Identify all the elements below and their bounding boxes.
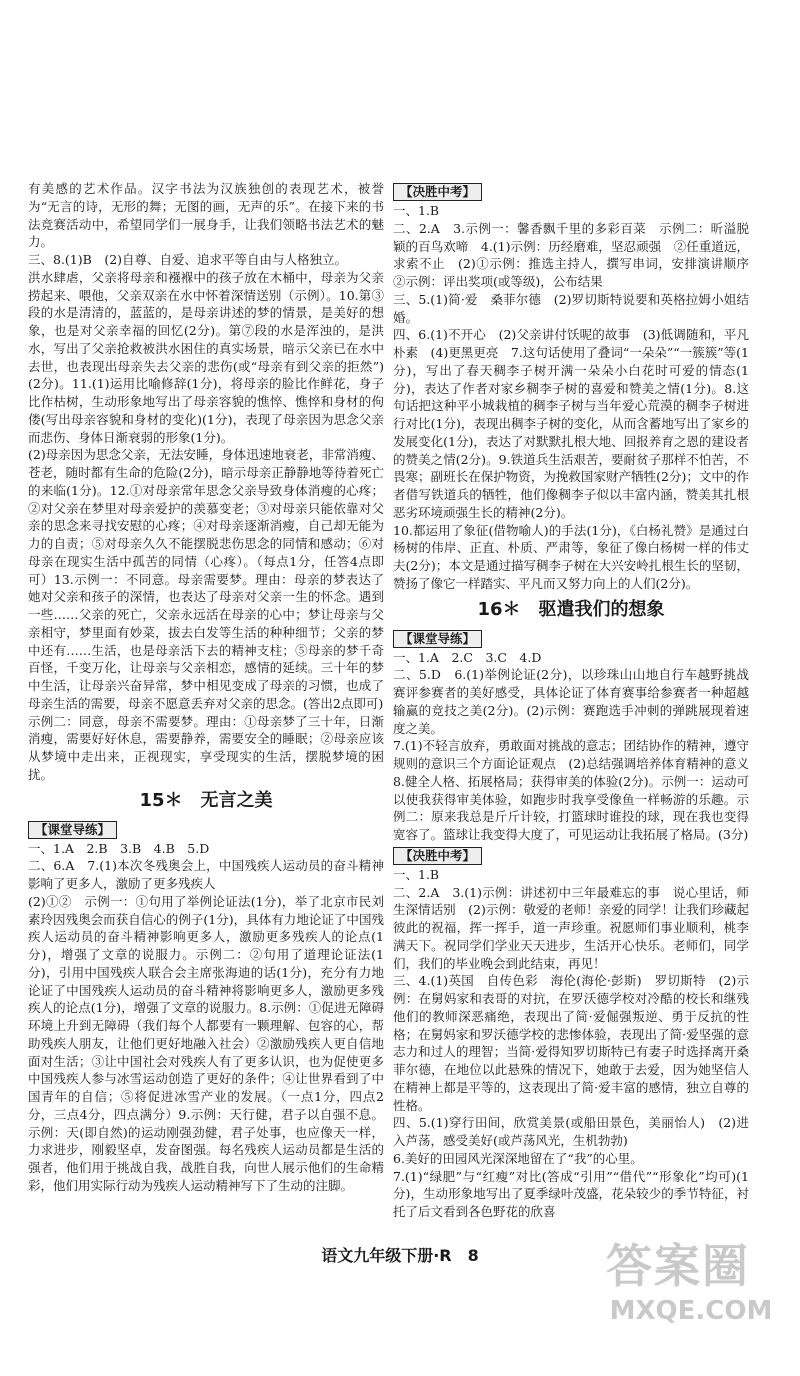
paragraph: 三、5.(1)简·爱 桑菲尔德 (2)罗切斯特说要和英格拉姆小姐结婚。 — [393, 291, 749, 325]
lesson-title: 15＊ 无言之美 — [139, 789, 273, 811]
section-bar: 【课堂导练】 — [28, 821, 117, 839]
paragraph: (2)母亲因为思念父亲，无法安睡，身体迅速地衰老，非常消瘦、苍老，随时都有生命的危险(2分)，暗示母亲正静静地等待着死亡的来临(1分)。12.①对母亲常年思念父亲导致身体消瘦的心疼；②对父亲在梦里对母亲爱护的羡慕变老；③对母亲只能依靠对父亲的思念来寻找安慰的心疼；④对母亲逐渐消瘦，自己却无能为力的自责；⑤对母亲久久不能摆脱悲伤思念的同情和感动；⑥对母亲在现实生活中孤苦的同情（心疼）。（每点1分，任答4点即可）13.示例一：不同意。母亲需要梦。理由：母亲的梦表达了她对父亲和孩子的深情，也表达了母亲对父亲一生的怀念。遇到一些……父亲的死亡，父亲永远活在母亲的心中；梦让母亲与父亲相守，梦里面有妙菜，拔去白发等生活的种种细节；父亲的梦中还有……生活，也是母亲活下去的精神支柱；⑤母亲的梦千奇百怪，千变万化，让母亲与父亲相恋，感情的延续。三十年的梦中生活，让母亲兴奋异常，梦中相见变成了母亲的习惯，也成了母亲生活的需要，母亲不愿意丢弃对父亲的思念。(答出2点即可) — [28, 447, 384, 711]
page-footer: 语文九年级下册·R 8 — [321, 1246, 479, 1265]
paragraph: 一、1.A 2.B 3.B 4.B 5.D — [28, 840, 210, 856]
lesson-title: 16＊ 驱遣我们的想象 — [477, 598, 665, 620]
paragraph: 6.美好的田园风光深深地留在了“我”的心里。 — [393, 1150, 643, 1166]
paragraph: 一、1.B — [393, 203, 440, 218]
section-bar: 【课堂导练】 — [393, 630, 482, 648]
paragraph: (2)①② 示例一：①句用了举例论证法(1分)，举了北京市民刘素玲因残奥会而获自信心的例子(1分)，具体有力地论证了中国残疾人运动员的奋斗精神影响更多人，激励更多残疾人的论点(1分)，增强了文章的说服力。示例二：②句用了道理论证法(1分)，引用中国残疾人联合会主席张海迪的话(1分)，充分有力地论证了中国残疾人运动员的奋斗精神将影响更多人，激励更多残疾人的论点(1分)，增强了文章的说服力。8.示例：①促进无障碍环境上升到无障碍（我们每个人都要有一颗理解、包容的心，帮助残疾人朋友，让他们更好地融入社会）②激励残疾人更自信地面对生活；③让中国社会对残疾人有了更多认识，也为促使更多中国残疾人参与冰雪运动创造了更好的条件；④让世界看到了中国青年的自信；⑤将促进冰雪产业的发展。（一点1分，四点2分，三点4分，四点满分）9.示例：天行健，君子以自强不息。示例：天(即自然)的运动刚强劲健，君子处事，也应像天一样，力求进步，刚毅坚卓，发奋图强。每名残疾人运动员都是生活的强者，他们用于挑战自我，战胜自我，向世人展示他们的生命精彩，他们用实际行动为残疾人运动精神写下了生动的注脚。 — [28, 893, 384, 1193]
paragraph: 四、6.(1)不开心 (2)父亲讲付饫呢的故事 (3)低调随和，平凡朴素 (4)更黑更亮 7.这句话使用了叠词“一朵朵”“一簇簇”等(1分)，写出了春天稠李子树开满一朵朵小白花时可爱的情态(1分)，表达了作者对家乡稠李子树的喜爱和赞美之情(1分)。8.这句话把这种平小城栽植的稠李子树与当年爱心荒漠的稠李子树进行对比(1分)，表现出稠李子树的变化，从而含蓄地写出了家乡的发展变化(1分)，表达了对默默扎根大地、回报养育之恩的建设者的赞美之情(2分)。9.铁道兵生活艰苦，要耐贫子那样不怕苦，不畏寒；副班长在保护物资，为挽救国家财产牺牲(2分)；文中的作者借写铁道兵的牺牲，他们像稠李子似以丰富内涵，赞美其扎根恶劣环境顽强生长的精神(2分)。 — [393, 327, 749, 520]
paragraph: 一、1.A 2.C 3.C 4.D — [393, 649, 542, 665]
paragraph: 三、4.(1)英国 自传色彩 海伦(海伦·彭斯) 罗切斯特 (2)示例：在舅妈家和表哥的对抗，在罗沃德学校对冷酷的校长和继残他们的教师深恶痛绝，表现出了简·爱倔强叛逆、勇于反抗的性格；在舅妈家和罗沃德学校的悲惨体验，表现出了简·爱坚强的意志力和过人的理智；当简·爱得知罗切斯特已有妻子时选择离开桑菲尔德，在地位以此悬殊的情况下，她敢于去爱，因为她坚信人在精神上都是平等的，这表现出了简·爱丰富的感情，独立自尊的性格。 — [393, 973, 749, 1113]
paragraph: 有美感的艺术作品。汉字书法为汉族独创的表现艺术，被誉为“无言的诗，无形的舞；无图的画，无声的乐”。在接下来的书法竞赛活动中，希望同学们一展身手，让我们领略书法艺术的魅力。 — [28, 181, 384, 250]
watermark-logo: 答案圈 — [606, 1239, 750, 1293]
paragraph: 7.(1)“绿肥”与“红瘦”对比(答成“引用”“借代”“形象化”均可)(1分)，生动形象地写出了夏季绿叶茂盛，花朵较少的季节特征，衬托了后文看到各色野花的欣喜 — [393, 1168, 749, 1219]
paragraph: 示例二：同意，母亲不需要梦。理由：①母亲梦了三十年，日渐消瘦，需要好好休息，需要静养，需要安全的睡眠；②母亲应该从梦境中走出来，正视现实，享受现实的生活，摆脱梦境的困扰。 — [28, 713, 384, 782]
paragraph: 洪水肆虐，父亲将母亲和襁褓中的孩子放在木桶中，母亲为父亲捞起来、喂他，父亲双亲在水中怀着深情送别（示例）。10.第③段的水是清清的，蓝蓝的，是母亲讲述的梦的情景，是美好的想象，也是对父亲幸福的回忆(2分)。第⑦段的水是浑浊的，是洪水，写出了父亲抢救被洪水困住的真实场景，暗示父亲已在水中去世，也表现出母亲失去父亲的悲伤(或“母亲有到父亲的拒然”)(2分)。11.(1)运用比喻修辞(1分)，将母亲的脸比作鲜花，身子比作枯树，生动形象地写出了母亲容貌的憔悴、憔悴和身材的佝偻(写出母亲容貌和身材的变化)(1分)，表现了母亲因为思念父亲而悲伤、身体日渐衰弱的形象(1分)。 — [28, 269, 384, 445]
paragraph: 二、5.D 6.(1)举例论证(2分)，以珍珠山山地自行车越野挑战赛评参赛者的美好感受，具体论证了体育赛事给参赛者一种超越输赢的竞技之美(2分)。(2)示例：赛跑选手冲刺的弹跳展现着速度之美。 — [393, 667, 749, 736]
right-column — [393, 180, 762, 1221]
watermark — [606, 1230, 776, 1340]
watermark-url: MXQE.COM — [609, 1296, 773, 1326]
paragraph: 三、8.(1)B (2)自尊、自爱、追求平等自由与人格独立。 — [28, 252, 348, 267]
section-bar: 【决胜中考】 — [393, 183, 482, 201]
paragraph: 四、5.(1)穿行田间，欣赏美景(或船田景色，美丽怡人) (2)进入芦荡，感受美好(或芦荡风光，生机勃勃) — [393, 1115, 749, 1148]
paragraph: 10.都运用了象征(借物喻人)的手法(1分)，《白杨礼赞》是通过白杨树的伟岸、正直、朴质、严肃等，象征了像白杨树一样的伟丈夫(2分)；本文是通过描写稠李子树在大兴安岭扎根生长的坚韧，赞扬了像它一样踏实、平凡而又努力向上的人们(2分)。 — [393, 522, 749, 591]
paragraph: 7.(1)不轻言放弃，勇敢面对挑战的意志；团结协作的精神，遵守规则的意识三个方面论证观点 (2)总结强调培养体育精神的意义 8.健全人格、拓展格局；获得审美的体验(2分)。示例一：运动可以使我获得审美体验，如跑步时我享受像鱼一样畅游的乐趣。示例二：原来我总是斤斤计较，打篮球时谁投的球，现在我也变得宽容了。篮球让我变得大度了，可见运动让我拓展了格局。(3分) — [393, 738, 762, 842]
paragraph: 二、2.A 3.示例一：馨香飘千里的多彩百菜 示例二：昕溢脱颖的百鸟欢啼 4.(1)示例：历经磨难，坚忍顽强 ②任重道远，求索不止 (2)①示例：推选主持人，撰写串词，安排演讲顺序 ②示例：评出奖项(或等级)，公布结果 — [393, 220, 762, 289]
paragraph: 二、6.A 7.(1)本次冬残奥会上，中国残疾人运动员的奋斗精神影响了更多人，激励了更多残疾人 — [28, 858, 384, 891]
left-column — [28, 180, 384, 1195]
paragraph: 一、1.B — [393, 866, 440, 882]
section-bar: 【决胜中考】 — [393, 847, 482, 865]
paragraph: 二、2.A 3.(1)示例：讲述初中三年最难忘的事 说心里话，师生深情话别 (2)示例：敬爱的老师！亲爱的同学！让我们珍藏起彼此的祝福，挥一挥手，道一声珍重。祝愿师们事业顺利，桃李满天下。祝同学们学业天天进步，生活开心快乐。老师们，同学们，我们的毕业晚会到此结束，再见！ — [393, 884, 749, 971]
